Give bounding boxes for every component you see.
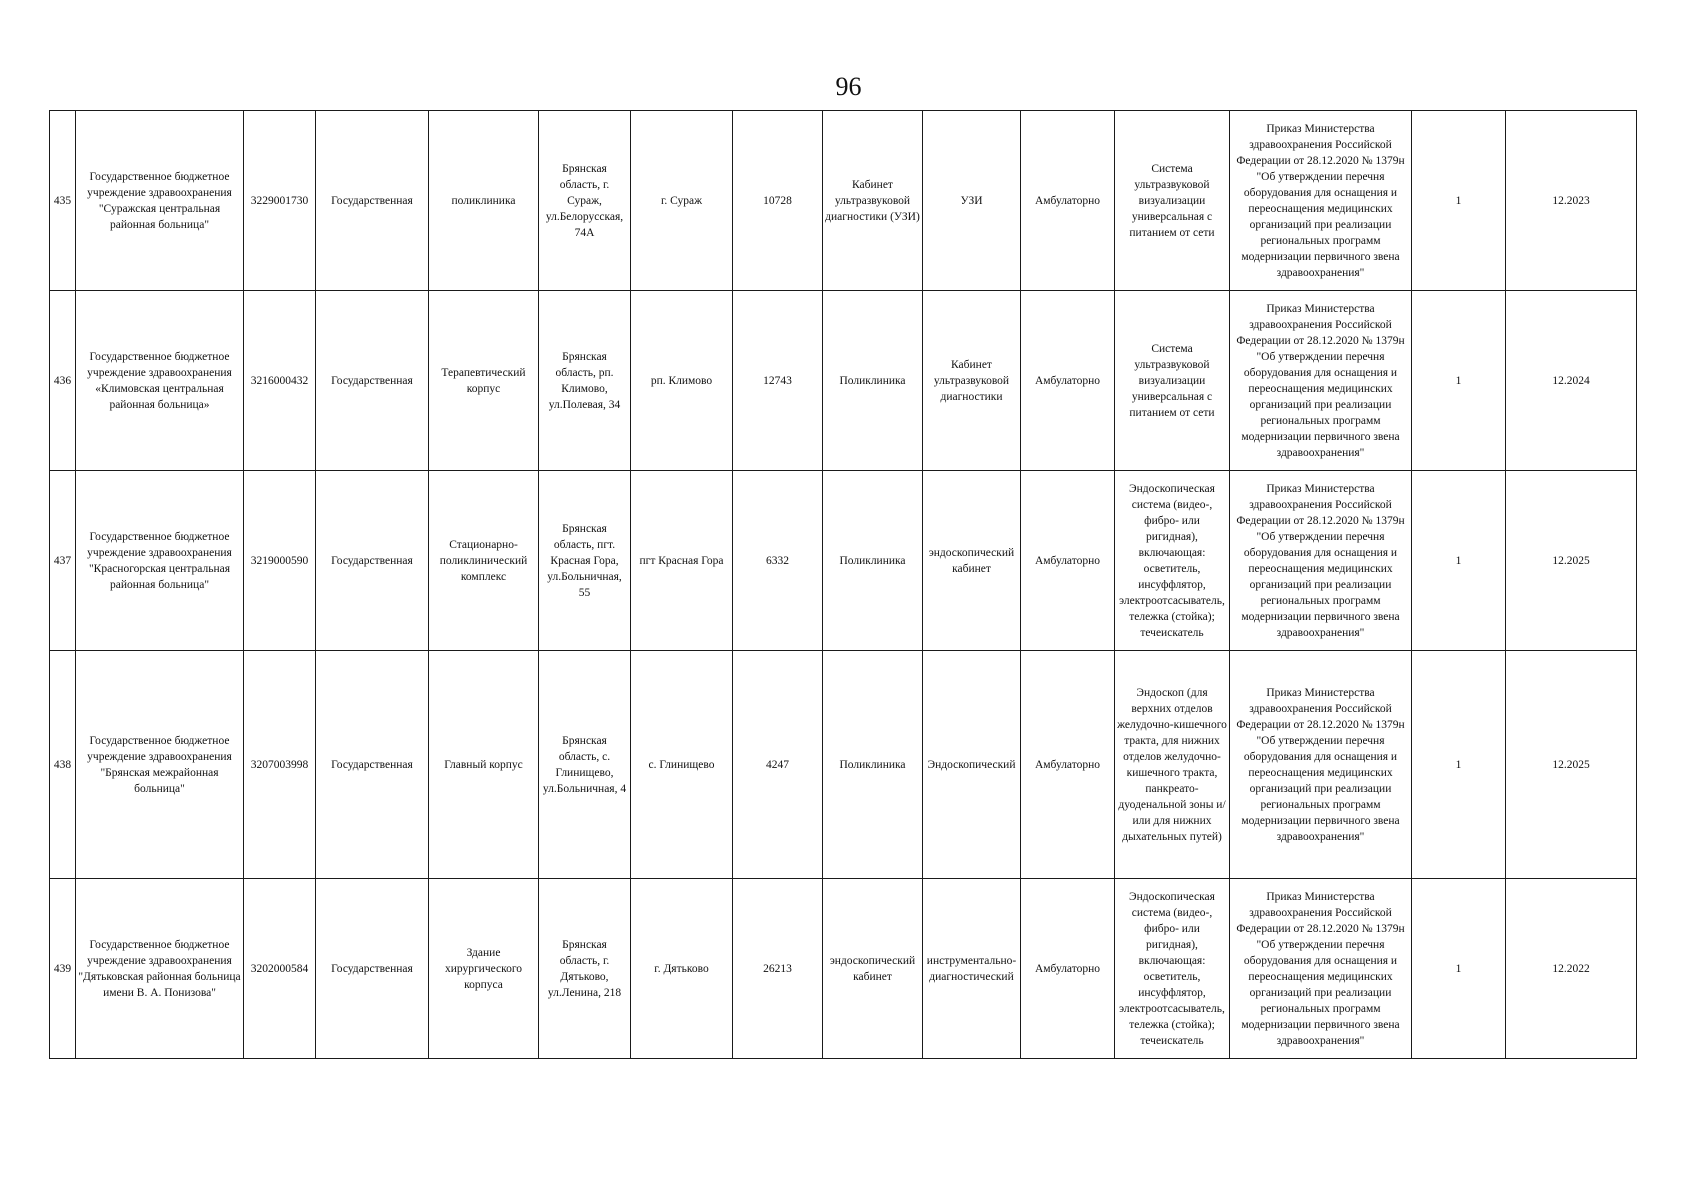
locality: пгт Красная Гора: [631, 471, 733, 651]
building-name: поликлиника: [429, 111, 539, 291]
inn: 3202000584: [244, 879, 316, 1059]
department: Поликлиника: [823, 651, 923, 879]
page-number: 96: [835, 72, 862, 101]
table-row: [50, 651, 1637, 879]
date: 12.2024: [1506, 291, 1637, 471]
locality: г. Дятьково: [631, 879, 733, 1059]
organization-name: Государственное бюджетное учреждение здравоохранения "Дятьковская районная больница имени В. А. Понизова": [76, 879, 244, 1059]
quantity: 1: [1412, 291, 1506, 471]
address: Брянская область, с. Глинищево, ул.Больничная, 4: [539, 651, 631, 879]
locality: рп. Климово: [631, 291, 733, 471]
table-row: [50, 291, 1637, 471]
equipment: Эндоскоп (для верхних отделов желудочно-кишечного тракта, для нижних отделов желудочно-кишечного тракта, панкреато-дуоденальной зоны и/или для нижних дыхательных путей): [1115, 651, 1230, 879]
legal-basis: Приказ Министерства здравоохранения Российской Федерации от 28.12.2020 № 1379н "Об утверждении перечня оборудования для оснащения и переоснащения медицинских организаций при реализации региональных программ модернизации первичного звена здравоохранения": [1230, 111, 1412, 291]
equipment: Система ультразвуковой визуализации универсальная с питанием от сети: [1115, 111, 1230, 291]
organization-name: Государственное бюджетное учреждение здравоохранения «Климовская центральная районная больница»: [76, 291, 244, 471]
building-name: Главный корпус: [429, 651, 539, 879]
inn: 3219000590: [244, 471, 316, 651]
inn: 3216000432: [244, 291, 316, 471]
address: Брянская область, рп. Климово, ул.Полевая, 34: [539, 291, 631, 471]
population: 12743: [733, 291, 823, 471]
building-name: Здание хирургического корпуса: [429, 879, 539, 1059]
ownership-form: Государственная: [316, 879, 429, 1059]
equipment: Эндоскопическая система (видео-, фибро- или ригидная), включающая: осветитель, инсуффлятор, электроотсасыватель, тележка (стойка); течеискатель: [1115, 879, 1230, 1059]
building-name: Стационарно-поликлинический комплекс: [429, 471, 539, 651]
organization-name: Государственное бюджетное учреждение здравоохранения "Суражская центральная районная больница": [76, 111, 244, 291]
care-form: Амбулаторно: [1021, 111, 1115, 291]
department: Поликлиника: [823, 471, 923, 651]
legal-basis: Приказ Министерства здравоохранения Российской Федерации от 28.12.2020 № 1379н "Об утверждении перечня оборудования для оснащения и переоснащения медицинских организаций при реализации региональных программ модернизации первичного звена здравоохранения": [1230, 471, 1412, 651]
inn: 3207003998: [244, 651, 316, 879]
unit: эндоскопический кабинет: [923, 471, 1021, 651]
care-form: Амбулаторно: [1021, 879, 1115, 1059]
address: Брянская область, г. Сураж, ул.Белорусская, 74А: [539, 111, 631, 291]
locality: г. Сураж: [631, 111, 733, 291]
row-number: 438: [50, 651, 76, 879]
population: 6332: [733, 471, 823, 651]
unit: Эндоскопический: [923, 651, 1021, 879]
date: 12.2025: [1506, 651, 1637, 879]
legal-basis: Приказ Министерства здравоохранения Российской Федерации от 28.12.2020 № 1379н "Об утверждении перечня оборудования для оснащения и переоснащения медицинских организаций при реализации региональных программ модернизации первичного звена здравоохранения": [1230, 879, 1412, 1059]
date: 12.2022: [1506, 879, 1637, 1059]
row-number: 436: [50, 291, 76, 471]
quantity: 1: [1412, 879, 1506, 1059]
equipment: Система ультразвуковой визуализации универсальная с питанием от сети: [1115, 291, 1230, 471]
unit: УЗИ: [923, 111, 1021, 291]
population: 26213: [733, 879, 823, 1059]
department: Поликлиника: [823, 291, 923, 471]
department: эндоскопический кабинет: [823, 879, 923, 1059]
quantity: 1: [1412, 111, 1506, 291]
organization-name: Государственное бюджетное учреждение здравоохранения "Брянская межрайонная больница": [76, 651, 244, 879]
ownership-form: Государственная: [316, 471, 429, 651]
building-name: Терапевтический корпус: [429, 291, 539, 471]
care-form: Амбулаторно: [1021, 651, 1115, 879]
row-number: 439: [50, 879, 76, 1059]
quantity: 1: [1412, 471, 1506, 651]
ownership-form: Государственная: [316, 651, 429, 879]
ownership-form: Государственная: [316, 111, 429, 291]
equipment: Эндоскопическая система (видео-, фибро- или ригидная), включающая: осветитель, инсуффлятор, электроотсасыватель, тележка (стойка); течеискатель: [1115, 471, 1230, 651]
date: 12.2023: [1506, 111, 1637, 291]
table-row: [50, 471, 1637, 651]
unit: Кабинет ультразвуковой диагностики: [923, 291, 1021, 471]
row-number: 437: [50, 471, 76, 651]
inn: 3229001730: [244, 111, 316, 291]
locality: с. Глинищево: [631, 651, 733, 879]
unit: инструментально-диагностический: [923, 879, 1021, 1059]
address: Брянская область, г. Дятьково, ул.Ленина, 218: [539, 879, 631, 1059]
row-number: 435: [50, 111, 76, 291]
population: 10728: [733, 111, 823, 291]
legal-basis: Приказ Министерства здравоохранения Российской Федерации от 28.12.2020 № 1379н "Об утверждении перечня оборудования для оснащения и переоснащения медицинских организаций при реализации региональных программ модернизации первичного звена здравоохранения": [1230, 651, 1412, 879]
care-form: Амбулаторно: [1021, 471, 1115, 651]
table-row: [50, 879, 1637, 1059]
date: 12.2025: [1506, 471, 1637, 651]
table-row: [50, 111, 1637, 291]
address: Брянская область, пгт. Красная Гора, ул.Больничная, 55: [539, 471, 631, 651]
population: 4247: [733, 651, 823, 879]
legal-basis: Приказ Министерства здравоохранения Российской Федерации от 28.12.2020 № 1379н "Об утверждении перечня оборудования для оснащения и переоснащения медицинских организаций при реализации региональных программ модернизации первичного звена здравоохранения": [1230, 291, 1412, 471]
department: Кабинет ультразвуковой диагностики (УЗИ): [823, 111, 923, 291]
equipment-registry-table: [49, 110, 1637, 1059]
care-form: Амбулаторно: [1021, 291, 1115, 471]
ownership-form: Государственная: [316, 291, 429, 471]
quantity: 1: [1412, 651, 1506, 879]
organization-name: Государственное бюджетное учреждение здравоохранения "Красногорская центральная районная больница": [76, 471, 244, 651]
